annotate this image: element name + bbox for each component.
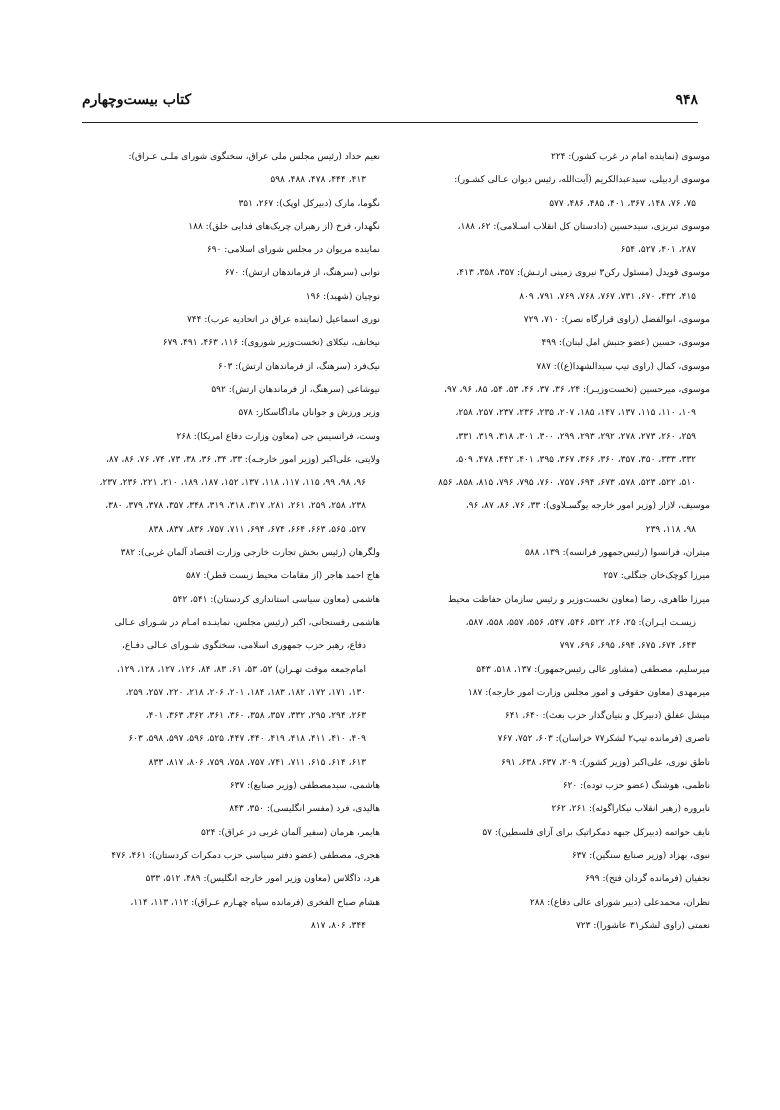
index-entry bbox=[80, 402, 380, 425]
index-entry-text: موسوی قویدل (مسئول رکن۳ نیروی زمینی ارتـش): ۳۵۷، ۳۵۸، ۴۱۳، bbox=[456, 268, 710, 279]
index-entry-continuation: ۹۸، ۱۱۸، ۲۳۹ bbox=[645, 524, 696, 535]
index-entry bbox=[410, 542, 710, 565]
page-header bbox=[82, 92, 698, 116]
index-entry-text: هاشمی، سیدمصطفی (وزیر صنایع): ۶۳۷ bbox=[229, 781, 380, 792]
index-entry bbox=[80, 798, 380, 821]
index-entry-text: ناصری (فرمانده تیپ۲ لشکر۷۷ خراسان): ۶۰۳، ۷۵۲، ۷۶۷ bbox=[497, 734, 710, 745]
index-entry-text: هالیدی، فرد (مفسر انگلیسی): ۳۵۰، ۸۴۳ bbox=[229, 804, 380, 815]
index-entry-text: نایف حواتمه (دبیرکل جبهه دمکراتیک برای آزای فلسطین): ۵۷ bbox=[482, 827, 710, 838]
index-entry-continuation: ۲۵۹، ۲۶۰، ۲۷۳، ۲۷۸، ۲۹۲، ۲۹۳، ۲۹۹، ۳۰۰، ۳۰۱، ۳۱۸، ۳۱۹، ۳۳۱، bbox=[455, 431, 696, 442]
index-entry bbox=[410, 472, 710, 495]
index-entry-continuation: ۶۴۳، ۶۷۴، ۶۷۵، ۶۹۴، ۶۹۵، ۶۹۶، ۷۹۷ bbox=[559, 641, 696, 652]
index-entry bbox=[410, 845, 710, 868]
index-entry bbox=[80, 752, 380, 775]
index-entry bbox=[80, 262, 380, 285]
index-entry bbox=[80, 659, 380, 682]
index-entry-text: نیک‌فرد (سرهنگ، از فرماندهان ارتش): ۶۰۳ bbox=[217, 361, 380, 372]
index-entry-text: وست، فرانسیس جی (معاون وزارت دفاع امریکا): ۲۶۸ bbox=[176, 431, 380, 442]
index-entry bbox=[410, 356, 710, 379]
index-entry-continuation: ۴۱۵، ۴۳۲، ۶۷۰، ۷۳۱، ۷۶۷، ۷۶۸، ۷۶۹، ۷۹۱، ۸۰۹ bbox=[519, 291, 696, 302]
index-entry-continuation: ۱۳۰، ۱۷۱، ۱۷۲، ۱۸۲، ۱۸۳، ۱۸۴، ۲۰۱، ۲۰۶، ۲۱۸، ۲۲۰، ۲۵۷، ۲۵۹، bbox=[125, 687, 366, 698]
index-entry-text: ولایتی، علی‌اکبر (وزیر امور خارجـه): ۳۳، ۳۴، ۳۶، ۳۸، ۷۳، ۷۴، ۷۶، ۸۶، ۸۷، bbox=[105, 454, 380, 465]
index-entry-continuation: ۲۳۸، ۲۵۸، ۲۵۹، ۲۶۱، ۲۸۱، ۳۱۷، ۳۱۸، ۳۱۹، ۳۴۸، ۳۵۷، ۳۷۸، ۳۷۹، ۳۸۰، bbox=[105, 501, 366, 512]
index-entry-text: موسوی، میرحسین (نخست‌وزیـر): ۲۴، ۳۶، ۳۷، ۴۶، ۵۳، ۵۴، ۸۵، ۹۶، ۹۷، bbox=[444, 384, 710, 395]
index-entry-continuation: ۳۴۴، ۸۰۶، ۸۱۷ bbox=[310, 920, 366, 931]
index-entry-text: موسوی تبریزی، سیدحسین (دادستان کل انقلاب اسـلامی): ۶۲، ۱۸۸، bbox=[457, 221, 710, 232]
index-entry-text: نماینده مریوان در مجلس شورای اسلامی: ۶۹۰ bbox=[206, 245, 380, 256]
index-entry bbox=[410, 379, 710, 426]
index-entry-text: موسیف، لازار (وزیر امور خارجه یوگسـلاوی): ۳۳، ۷۶، ۸۶، ۸۷، ۹۶، bbox=[465, 501, 710, 512]
index-entry-text: موسوی (نماینده امام در غرب کشور): ۲۲۴ bbox=[551, 152, 710, 162]
index-entry bbox=[410, 775, 710, 798]
index-entry bbox=[80, 239, 380, 262]
book-title: کتاب بیست‌وچهارم bbox=[82, 92, 192, 108]
index-entry bbox=[410, 752, 710, 775]
index-entry bbox=[80, 705, 380, 728]
index-entry-continuation: ۲۶۳، ۲۹۴، ۲۹۵، ۳۳۲، ۳۵۷، ۳۵۸، ۳۶۰، ۳۶۱، ۳۶۲، ۳۶۳، ۴۰۱، bbox=[145, 711, 366, 722]
index-entry-continuation: امام‌جمعه موقت تهـران) ۵۲، ۵۳، ۶۱، ۸۳، ۸۴، ۱۲۶، ۱۲۷، ۱۲۸، ۱۲۹، bbox=[116, 664, 366, 675]
index-entry-text: موسوی اردبیلی، سیدعبدالکریم (آیت‌الله، رئیس دیوان عـالی کشـور): bbox=[454, 175, 710, 186]
index-entry-text: نبوی، بهزاد (وزیر صنایع سنگین): ۶۳۷ bbox=[571, 850, 710, 861]
index-entry bbox=[410, 146, 710, 169]
index-entry bbox=[80, 775, 380, 798]
index-entry bbox=[410, 915, 710, 938]
index-entry bbox=[80, 332, 380, 355]
index-entry-continuation: ۵۱۰، ۵۲۲، ۵۲۳، ۵۷۸، ۶۷۳، ۶۹۴، ۷۵۷، ۷۶۰، ۷۹۵، ۷۹۶، ۸۱۵، ۸۵۸، ۸۵۶ bbox=[438, 478, 696, 489]
index-entry-text: نعیم حداد (رئیس مجلس ملی عراق، سخنگوی شورای ملـی عـراق): bbox=[128, 152, 380, 162]
index-entry bbox=[80, 589, 380, 612]
index-entry-text: نوابی (سرهنگ، از فرماندهان ارتش): ۶۷۰ bbox=[224, 268, 380, 279]
index-entry-text: وزیر ورزش و جوانان ماداگاسکار: ۵۷۸ bbox=[238, 408, 380, 419]
index-entry-continuation: ۱۰۹، ۱۱۰، ۱۱۵، ۱۳۷، ۱۴۷، ۱۸۵، ۲۰۷، ۲۳۵، ۲۳۶، ۲۳۷، ۲۵۷، ۲۵۸، bbox=[455, 408, 696, 419]
index-entry bbox=[410, 705, 710, 728]
index-entry-text: هرد، داگلاس (معاون وزیر امور خارجه انگلیس): ۴۸۹، ۵۱۲، ۵۳۳ bbox=[145, 874, 380, 885]
index-entry bbox=[80, 822, 380, 845]
index-entry bbox=[80, 542, 380, 565]
index-entry-text: موسوی، ابوالفضل (راوی قرارگاه نصر): ۷۱۰، ۷۲۹ bbox=[523, 315, 710, 326]
index-entry bbox=[80, 309, 380, 332]
index-entry bbox=[80, 612, 380, 659]
index-entry bbox=[410, 262, 710, 309]
index-entry-text: موسوی، کمال (راوی تیپ سیدالشهدا(ع)): ۷۸۷ bbox=[536, 361, 710, 372]
index-entry bbox=[410, 728, 710, 751]
index-entry-text: موسوی، حسین (عضو جنبش امل لبنان): ۴۹۹ bbox=[541, 338, 710, 349]
index-entry bbox=[80, 356, 380, 379]
index-entry bbox=[80, 426, 380, 449]
index-entry-text: نگوما، مارک (دبیرکل اوپک): ۲۶۷، ۳۵۱ bbox=[238, 198, 380, 209]
index-entry-continuation: ۳۳۲، ۳۳۳، ۳۵۰، ۳۵۷، ۳۶۰، ۳۶۶، ۳۶۷، ۳۹۵، ۴۰۱، ۴۴۲، ۴۷۸، ۵۰۹، bbox=[455, 454, 696, 465]
index-entry-text: میرمهدی (معاون حقوقی و امور مجلس وزارت امور خارجه): ۱۸۷ bbox=[467, 687, 710, 698]
index-entry-continuation: ۴۰۹، ۴۱۰، ۴۱۱، ۴۱۸، ۴۱۹، ۴۴۰، ۴۴۷، ۵۲۵، ۵۹۶، ۵۹۷، ۵۹۸، ۶۰۳ bbox=[128, 734, 366, 745]
index-entry bbox=[410, 169, 710, 216]
index-entry bbox=[410, 309, 710, 332]
index-entry-text: نیوشاعی (سرهنگ، از فرماندهان ارتش): ۵۹۲ bbox=[211, 384, 380, 395]
index-entry bbox=[410, 868, 710, 891]
index-entry-text: نایروره (رهبر انقلاب نیکاراگوئه): ۲۶۱، ۲۶۲ bbox=[551, 804, 710, 815]
index-entry-text: هاج احمد هاجر (از مقامات محیط زیست قطر): ۵۸۷ bbox=[185, 571, 380, 582]
index-entry bbox=[80, 519, 380, 542]
index-entry bbox=[410, 798, 710, 821]
index-entry-continuation: ۷۵، ۷۶، ۱۴۸، ۳۶۷، ۴۰۱، ۴۸۵، ۴۸۶، ۵۷۷ bbox=[549, 198, 696, 209]
index-entry bbox=[80, 565, 380, 588]
index-entry bbox=[410, 216, 710, 263]
index-entry-text: ناطق نوری، علی‌اکبر (وزیر کشور): ۲۰۹، ۶۳۷، ۶۳۸، ۶۹۱ bbox=[501, 757, 710, 768]
index-entry bbox=[80, 728, 380, 751]
index-column-left bbox=[80, 146, 380, 938]
index-entry-text: نظران، محمدعلی (دبیر شورای عالی دفاع): ۲۸۸ bbox=[529, 897, 710, 908]
index-entry-text: نعمتی (راوی لشکر۳۱ عاشورا): ۷۲۳ bbox=[575, 920, 710, 931]
index-entry bbox=[410, 426, 710, 449]
index-entry-text: میرزا کوچک‌خان جنگلی: ۲۵۷ bbox=[603, 571, 710, 582]
index-entry bbox=[80, 379, 380, 402]
index-entry-text: میشل عفلق (دبیرکل و بنیان‌گذار حزب بعث): ۶۴۰، ۶۴۱ bbox=[504, 711, 710, 722]
index-entry-text: نیخانف، نیکلای (نخست‌وزیر شوروی): ۱۱۶، ۴۶۳، ۴۹۱، ۶۷۹ bbox=[162, 338, 380, 349]
index-entry-continuation: دفاع، رهبر حزب جمهوری اسلامی، سخنگوی شـورای عـالی دفـاع، bbox=[122, 641, 366, 652]
index-entry bbox=[410, 635, 710, 658]
index-entry bbox=[80, 682, 380, 705]
index-entry bbox=[80, 216, 380, 239]
header-divider bbox=[82, 122, 698, 123]
index-entry-continuation: ۹۶، ۹۸، ۹۹، ۱۱۵، ۱۱۷، ۱۱۸، ۱۳۷، ۱۵۲، ۱۸۷، ۱۸۹، ۲۱۰، ۲۲۱، ۲۳۶، ۲۳۷، bbox=[99, 478, 366, 489]
index-entry-continuation: ۵۲۷، ۵۶۵، ۶۶۳، ۶۶۴، ۶۷۴، ۶۹۴، ۷۱۱، ۷۵۷، ۸۳۶، ۸۳۷، ۸۳۸ bbox=[148, 524, 366, 535]
index-entry bbox=[410, 565, 710, 588]
index-entry bbox=[80, 146, 380, 193]
index-entry bbox=[410, 892, 710, 915]
index-entry bbox=[80, 449, 380, 496]
index-entry-text: ناظمی، هوشنگ (عضو حزب توده): ۶۲۰ bbox=[562, 781, 710, 792]
index-entry-text: نوری اسماعیل (نماینده عراق در اتحادیه عرب): ۷۴۴ bbox=[186, 315, 380, 326]
index-entry bbox=[80, 845, 380, 868]
index-entry-text: هشام صباح الفخری (فرمانده سپاه چهـارم عـراق): ۱۱۲، ۱۱۳، ۱۱۴، bbox=[130, 897, 380, 908]
index-entry bbox=[80, 495, 380, 518]
index-entry-text: هاشمی (معاون سیاسی استانداری کردستان): ۵۴۱، ۵۴۲ bbox=[172, 594, 380, 605]
index-entry bbox=[80, 286, 380, 309]
index-entry-text: هجری، مصطفی (عضو دفتر سیاسی حزب دمکرات کردستان): ۴۶۱، ۴۷۶ bbox=[111, 850, 380, 861]
index-entry-text: ولگرهان (رئیس بخش تجارت خارجی وزارت اقتصاد آلمان غربی): ۳۸۲ bbox=[120, 548, 380, 559]
index-entry bbox=[80, 868, 380, 891]
index-entry bbox=[410, 659, 710, 682]
index-entry bbox=[410, 822, 710, 845]
index-entry-continuation: ۶۱۳، ۶۱۴، ۶۱۵، ۷۱۱، ۷۴۱، ۷۵۷، ۷۵۸، ۷۵۹، ۸۰۶، ۸۱۷، ۸۳۳ bbox=[148, 757, 366, 768]
index-entry-continuation: ۴۱۳، ۴۴۴، ۴۷۸، ۴۸۸، ۵۹۸ bbox=[270, 175, 366, 186]
index-entry bbox=[410, 682, 710, 705]
index-entry-continuation: ۲۸۷، ۴۰۱، ۵۲۷، ۶۵۴ bbox=[620, 245, 696, 256]
index-entry-text: هایمر، هرمان (سفیر آلمان غربی در عراق): ۵۲۴ bbox=[201, 827, 380, 838]
index-column-right bbox=[410, 146, 710, 938]
index-entry-text: میرسلیم، مصطفی (مشاور عالی رئیس‌جمهور): ۱۳۷، ۵۱۸، ۵۴۳ bbox=[476, 664, 710, 675]
index-entry-text: نوچیان (شهید): ۱۹۶ bbox=[305, 291, 380, 302]
index-entry bbox=[410, 495, 710, 542]
index-entry bbox=[80, 892, 380, 939]
index-entry-continuation: زیسـت ایـران): ۲۵، ۲۶، ۵۲۲، ۵۴۶، ۵۴۷، ۵۵۶، ۵۵۷، ۵۵۸، ۵۸۷، bbox=[465, 617, 696, 628]
index-entry bbox=[410, 449, 710, 472]
index-entry-text: نجفیان (فرمانده گردان فتح): ۶۹۹ bbox=[585, 874, 710, 885]
page-number: ۹۴۸ bbox=[675, 92, 698, 108]
index-entry-text: میتران، فرانسوا (رئیس‌جمهور فرانسه): ۱۳۹، ۵۸۸ bbox=[524, 548, 710, 559]
index-entry-text: میرزا طاهری، رضا (معاون نخست‌وزیر و رئیس سازمان حفاظت محیط bbox=[447, 594, 710, 605]
index-entry bbox=[410, 589, 710, 636]
index-entry-text: نگهدار، فرخ (از رهبران چریک‌های فدایی خلق): ۱۸۸ bbox=[188, 221, 380, 232]
index-entry bbox=[80, 193, 380, 216]
index-entry bbox=[410, 332, 710, 355]
index-entry-text: هاشمی رفسنجانی، اکبر (رئیس مجلس، نماینـده امـام در شـورای عـالی bbox=[114, 617, 380, 628]
